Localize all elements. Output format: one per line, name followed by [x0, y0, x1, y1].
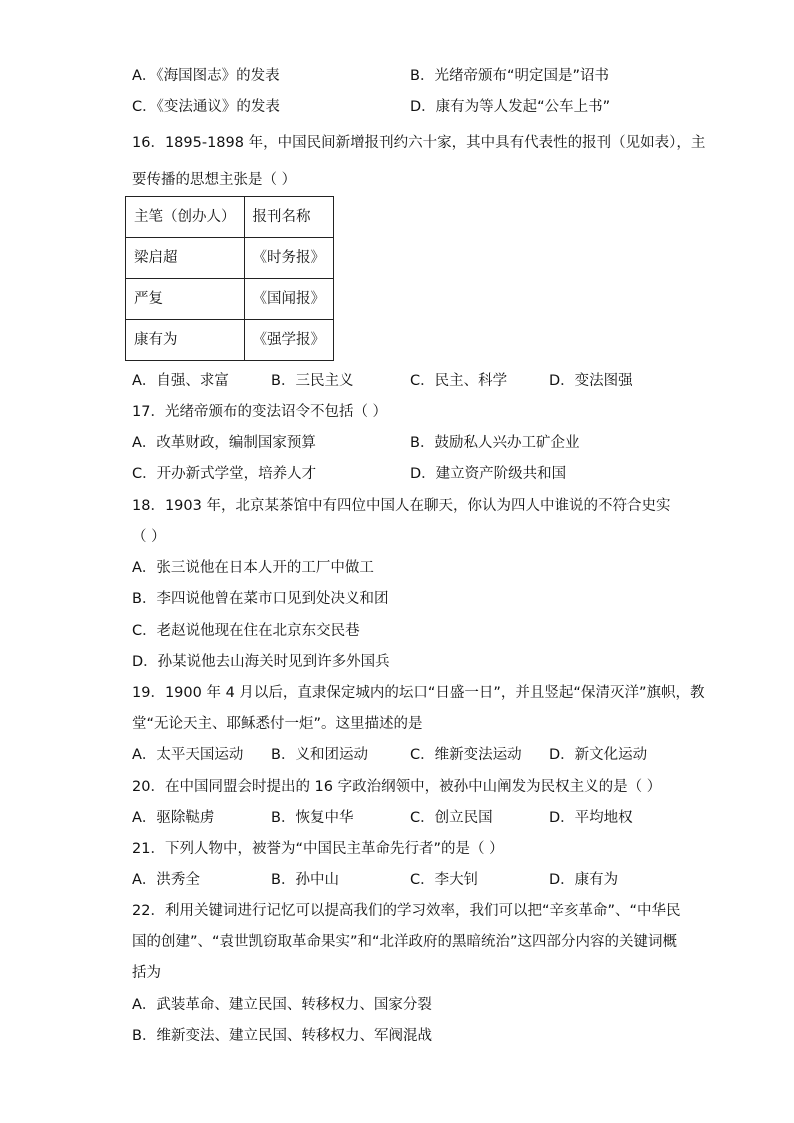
table-cell: 《国闻报》 — [244, 279, 334, 320]
q18-stem-line2: （ ） — [132, 529, 166, 545]
table-cell: 梁启超 — [126, 238, 245, 279]
q22-option-b: B．维新变法、建立民国、转移权力、军阀混战 — [132, 1028, 432, 1044]
q20-option-a: A．驱除鞑虏 — [132, 810, 215, 826]
table-header-cell: 主笔（创办人） — [126, 197, 245, 238]
q19-stem-line2: 堂“无论天主、耶稣悉付一炬”。这里描述的是 — [132, 716, 423, 732]
q21-option-d: D．康有为 — [549, 872, 619, 888]
q21-option-c: C．李大钊 — [410, 872, 479, 888]
q21-stem: 21．下列人物中，被誉为“中国民主革命先行者”的是（ ） — [132, 841, 504, 857]
table-row — [126, 320, 334, 361]
q22-option-a: A．武装革命、建立民国、转移权力、国家分裂 — [132, 997, 432, 1013]
table-row — [126, 238, 334, 279]
q21-option-b: B．孙中山 — [271, 872, 339, 888]
q16-option-b: B．三民主义 — [271, 373, 354, 389]
table-header-row — [126, 197, 334, 238]
q18-option-a: A．张三说他在日本人开的工厂中做工 — [132, 560, 374, 576]
q18-stem-line1: 18．1903 年，北京某茶馆中有四位中国人在聊天，你认为四人中谁说的不符合史实 — [132, 498, 671, 514]
q15-option-d: D．康有为等人发起“公车上书” — [410, 99, 611, 115]
q19-stem-line1: 19．1900 年 4 月以后，直隶保定城内的坛口“日盛一日”，并且竖起“保清灭洋”旗帜，教 — [132, 685, 705, 701]
q20-option-d: D．平均地权 — [549, 810, 633, 826]
q19-option-d: D．新文化运动 — [549, 747, 648, 763]
table-cell: 严复 — [126, 279, 245, 320]
q20-option-c: C．创立民国 — [410, 810, 493, 826]
newspaper-table — [125, 196, 334, 361]
q17-stem: 17．光绪帝颁布的变法诏令不包括（ ） — [132, 404, 388, 420]
q15-option-c: C．《变法通议》的发表 — [132, 99, 280, 115]
table-header-cell: 报刊名称 — [244, 197, 334, 238]
q15-option-b: B．光绪帝颁布“明定国是”诏书 — [410, 68, 609, 84]
q20-option-b: B．恢复中华 — [271, 810, 354, 826]
q18-option-c: C．老赵说他现在住在北京东交民巷 — [132, 623, 360, 639]
q18-option-b: B．李四说他曾在菜市口见到处决义和团 — [132, 591, 389, 607]
q21-option-a: A．洪秀全 — [132, 872, 200, 888]
table-cell: 《强学报》 — [244, 320, 334, 361]
table-cell: 康有为 — [126, 320, 245, 361]
q22-stem-line2: 国的创建”、“袁世凯窃取革命果实”和“北洋政府的黑暗统治”这四部分内容的关键词概 — [132, 934, 678, 950]
q17-option-c: C．开办新式学堂，培养人才 — [132, 466, 317, 482]
q19-option-c: C．维新变法运动 — [410, 747, 522, 763]
q16-stem-line2: 要传播的思想主张是（ ） — [132, 172, 297, 188]
q22-stem-line1: 22．利用关键词进行记忆可以提高我们的学习效率，我们可以把“辛亥革命”、“中华民 — [132, 903, 681, 919]
q16-option-c: C．民主、科学 — [410, 373, 508, 389]
table-cell: 《时务报》 — [244, 238, 334, 279]
q19-option-a: A．太平天国运动 — [132, 747, 244, 763]
q17-option-d: D．建立资产阶级共和国 — [410, 466, 567, 482]
q17-option-a: A．改革财政，编制国家预算 — [132, 435, 316, 451]
q19-option-b: B．义和团运动 — [271, 747, 368, 763]
q16-stem-line1: 16．1895-1898 年，中国民间新增报刊约六十家，其中具有代表性的报刊（见如表），主 — [132, 135, 706, 151]
q15-option-a: A．《海国图志》的发表 — [132, 68, 280, 84]
q22-stem-line3: 括为 — [132, 965, 161, 981]
q18-option-d: D．孙某说他去山海关时见到许多外国兵 — [132, 654, 390, 670]
table-row — [126, 279, 334, 320]
q20-stem: 20．在中国同盟会时提出的 16 字政治纲领中，被孙中山阐发为民权主义的是（ ） — [132, 779, 662, 795]
q16-option-d: D．变法图强 — [549, 373, 633, 389]
q17-option-b: B．鼓励私人兴办工矿企业 — [410, 435, 580, 451]
q16-option-a: A．自强、求富 — [132, 373, 229, 389]
